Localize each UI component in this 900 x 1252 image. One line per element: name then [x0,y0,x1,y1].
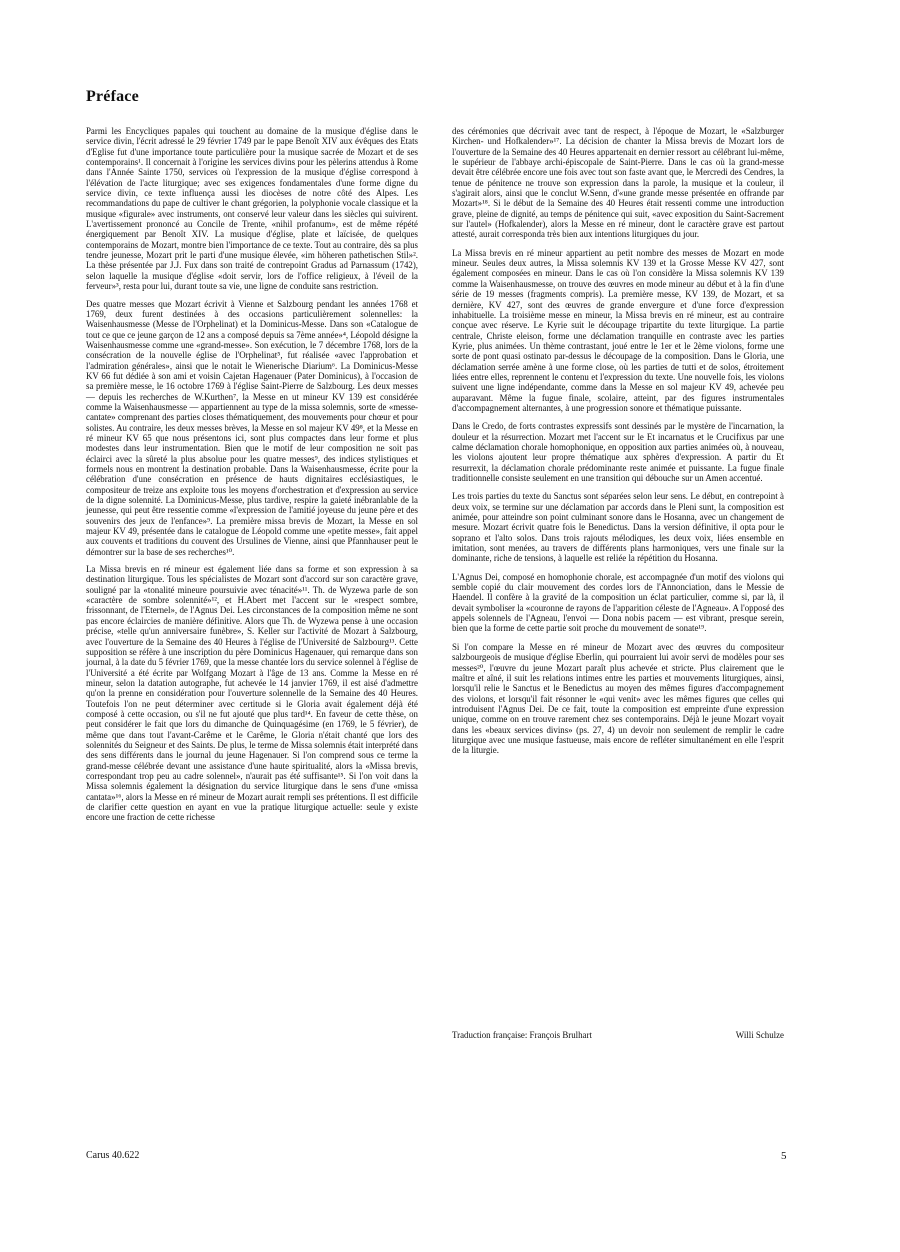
paragraph: L'Agnus Dei, composé en homophonie chorale, est accompagnée d'un motif des violons qui semble copié du clair mouvement des cordes lors de l'Annonciation, dans le Messie de Haendel. Il confère à la gravité de la composition un éclat particulier, comme si, par là, il devait symboliser la «couronne de rayons de l'apparition céleste de l'Agneau». A l'opposé des appels solennels de l'Agneau, l'envoi — Dona nobis pacem — est vibrant, presque serein, bien que la forme de cette partie soit proche du mouvement de sonate¹⁹. [452,571,784,634]
paragraph: Les trois parties du texte du Sanctus sont séparées selon leur sens. Le début, en contrepoint à deux voix, se termine sur une déclamation par accords dans le Pleni sunt, la composition est animée, pour atteindre son point culminant sonore dans le Hosanna, avec un changement de mesure. Mozart écrivit quatre fois le Benedictus. Dans la version définitive, il opta pour le soprano et l'alto solos. Dans trois rajouts mélodiques, les deux voix, liées ensemble en imitation, sont menées, au travers de différents plans harmoniques, vers une finale sur la dominante, riche de tensions, à laquelle est reliée la répétition du Hosanna. [452,491,784,564]
author-name: Willi Schulze [735,1030,784,1040]
page-number: 5 [781,1150,787,1162]
paragraph: La Missa brevis en ré mineur appartient au petit nombre des messes de Mozart en mode mineur. Seules deux autres, la Missa solemnis KV 139 et la Grosse Messe KV 427, sont également composées en mineur. Dans le cas où l'on considère la Missa solemnis KV 139 comme la Waisenhausmesse, on trouve des œuvres en mode mineur au début et à la fin d'une série de 19 messes (fragments compris). La première messe, KV 139, de Mozart, et sa dernière, KV 427, sont des œuvres de grande envergure et d'une force d'expression inhabituelle. La troisième messe en mineur, la Missa brevis en ré mineur, est au contraire conçue avec réserve. Le Kyrie suit le découpage tripartite du texte liturgique. La partie centrale, Christe eleison, forme une déclamation tranquille en contraste avec les parties Kyrie, plus animées. Un thème contrastant, joué entre le 1er et le 2ème violons, forme une sorte de pont quasi ostinato par-dessus le découpage de la composition. Dans le Gloria, une déclamation serrée amène à une forme close, où les parties de tutti et de solos, étroitement liées entre elles, reprennent le contenu et l'expression du texte. Une nouvelle fois, les violons suivent une ligne indépendante, comme dans la Messe en sol majeur KV 49, achevée peu auparavant. Même la fugue finale, scolaire, atteint, par des figures instrumentales d'accompagnement alternantes, à une progression sonore et thématique puissante. [452,247,784,413]
page-title: Préface [86,88,139,105]
paragraph: Dans le Credo, de forts contrastes expressifs sont dessinés par le mystère de l'incarnation, la douleur et la résurrection. Mozart met l'accent sur le Et incarnatus et le Crucifixus par une calme déclamation chorale homophonique, en opposition aux parties animées où, à nouveau, les violons ajoutent leur propre thématique aux sphères d'expression. A partir du Et resurrexit, la déclamation chorale prédominante reste animée et puissante. La fugue finale traditionnelle consiste seulement en une transition qui débouche sur un Amen accentué. [452,421,784,483]
translator-credit: Traduction française: François Brulhart [452,1030,592,1040]
paragraph: La Missa brevis en ré mineur est également liée dans sa forme et son expression à sa destination liturgique. Tous les spécialistes de Mozart sont d'accord sur son caractère grave, souligné par la «tonalité mineure poursuivie avec ténacité»¹¹. Th. de Wyzewa parle de son «caractère de sombre solennité»¹², et H.Abert met l'accent sur le «respect sombre, frissonnant, de l'Eternel», de l'Agnus Dei. Les circonstances de la composition même ne sont pas encore éclaircies de manière définitive. Alors que Th. de Wyzewa pense à une occasion précise, «telle qu'un anniversaire funèbre», S. Keller sur l'activité de Mozart à Salzbourg, avec l'ouverture de la Semaine des 40 Heures à l'église de l'Université de Salzbourg¹³. Cette supposition se réfère à une inscription du père Dominicus Hagenauer, qui remarque dans son journal, à la date du 5 février 1769, que la messe chantée lors du service solennel à l'église de l'Université a été écrite par Wolfgang Mozart à l'âge de 13 ans. Comme la Messe en ré mineur, selon la datation autographe, fut achevée le 14 janvier 1769, il est aisé d'admettre qu'on la prenne en considération pour l'ouverture solennelle de la Semaine des 40 Heures. Toutefois l'on ne peut déterminer avec certitude si le Gloria avait également déjà été composé à cette occasion, ou s'il ne fut ajouté que plus tard¹⁴. En faveur de cette thèse, on peut considérer le fait que lors du dimanche de Quinquagésime (en 1769, le 5 février), de même que dans tout l'avant-Carême et le Carême, le Gloria n'était chanté que lors des solennités du Seigneur et des Saints. De plus, le terme de Missa solemnis était interprété dans des sens différents dans le journal du jeune Hagenauer. Si l'on comprend sous ce terme la grand-messe célébrée devant une assistance d'une haute spiritualité, alors la «Missa brevis, correspondant trop peu au cadre solennel», n'aurait pas été suffisante¹⁵. Si l'on voit dans la Missa solemnis également la désignation du service liturgique dans le sens d'une «missa cantata»¹⁶, alors la Messe en ré mineur de Mozart aurait rempli ses prétentions. Il est difficile de clarifier cette question en ayant en vue la pratique liturgique actuelle: seule y existe encore une fraction de cette richesse [86,564,419,823]
paragraph: des cérémonies que décrivait avec tant de respect, à l'époque de Mozart, le «Salzburger Kirchen- und Hofkalender»¹⁷. La décision de chanter la Missa brevis de Mozart lors de l'ouverture de la Semaine des 40 Heures appartenait en dernier ressort au célébrant lui-même, le supérieur de l'abbaye archi-épiscopale de Saint-Pierre. Dans le cas où la grand-messe devait être célébrée encore une fois avec tout son faste avant que, le Mercredi des Cendres, la tenue de pénitence ne trouve son expression dans la parole, la musique et la couleur, il s'agirait alors, ainsi que le conclut W.Senn, d'«une grande messe présentée en offrande par Mozart»¹⁸. Si le début de la Semaine des 40 Heures était ressenti comme une introduction grave, pleine de dignité, au temps de pénitence qui suit, «avec exposition du Saint-Sacrement sur l'autel» (Hofkalender), alors la Messe en ré mineur, dont le caractère grave est partout attesté, aurait corresponda très bien aux intentions liturgiques du jour. [452,126,784,240]
paragraph: Parmi les Encycliques papales qui touchent au domaine de la musique d'église dans le service divin, l'écrit adressé le 29 février 1749 par le pape Benoît XIV aux évêques des Etats d'Eglise fut d'une importance toute particulière pour la musique sacrée de Mozart et de ses contemporains¹. Il concernait à l'origine les services divins pour les pèlerins attendus à Rome dans l'Année Sainte 1750, services où l'expression de la musique d'église correspond à l'élévation de l'acte liturgique; avec ses exigences fondamentales d'une forme digne du service divin, ce texte influença aussi les diocèses de notre côté des Alpes. Les recommandations du pape de cultiver le chant grégorien, la polyphonie vocale classique et la musique «figurale» avec instruments, ont conservé leur valeur dans les siècles qui suivirent. L'avertissement prononcé au Concile de Trente, «nihil profanum», est de même répété énergiquement par Benoît XIV. La musique d'église, plate et laïcisée, de quelques contemporains de Mozart, montre bien l'importance de ce texte. Tout au contraire, dès sa plus tendre jeunesse, Mozart prit le parti d'une musique élevée, «im höheren pathetischen Stil»². La thèse présentée par J.J. Fux dans son traité de contrepoint Gradus ad Parnassum (1742), selon laquelle la musique d'église «doit servir, lors de l'office religieux, à l'éveil de la ferveur»³, resta pour lui, durant toute sa vie, une ligne de conduite sans restriction. [86,126,418,292]
paragraph: Si l'on compare la Messe en ré mineur de Mozart avec des œuvres du compositeur salzbourgeois de musique d'église Eberlin, qui pourraient lui avoir servi de modèles pour ses messes²⁰, l'œuvre du jeune Mozart paraît plus achevée et stricte. Plus clairement que le maître et aîné, il suit les relations intimes entre les parties et mouvements liturgiques, ainsi, lorsqu'il relie le Sanctus et le Benedictus au moyen des mêmes figures d'accompagnement des violons, et lorsqu'il fait résonner le «qui venit» avec les mêmes figures que celles qui introduisent l'Agnus Dei. De ce fait, toute la composition est empreinte d'une expression unique, comme on en trouve rarement chez ses contemporains. Déjà le jeune Mozart voyait dans les «beaux services divins» (ps. 27, 4) un devoir non seulement de remplir le cadre liturgique avec une musique fastueuse, mais encore de refléter simultanément en elle l'esprit de la liturgie. [452,641,784,756]
right-column [452,126,784,764]
paragraph: Des quatre messes que Mozart écrivit à Vienne et Salzbourg pendant les années 1768 et 1769, deux furent destinées à des occasions particulièrement solennelles: la Waisenhausmesse (Messe de l'Orphelinat) et la Dominicus-Messe. Dans son «Catalogue de tout ce que ce jeune garçon de 12 ans a composé depuis sa 7ème année»⁴, Léopold désigne la Waisenhausmesse comme une «grand-messe». Son exécution, le 7 décembre 1768, lors de la consécration de la nouvelle église de l'Orphelinat⁵, fut réalisée «avec l'approbation et l'admiration générales», ainsi que le notait le Wienerische Diarium⁶. La Dominicus-Messe KV 66 fut dédiée à son ami et voisin Cajetan Hagenauer (Pater Dominicus), à l'occasion de sa première messe, le 16 octobre 1769 à l'église Saint-Pierre de Salzbourg. Les deux messes — depuis les recherches de W.Kurthen⁷, la Messe en ut mineur KV 139 est considérée comme la Waisenhausmesse — appartiennent au type de la missa solemnis, sorte de «messe-cantate» comprenant des parties closes thématiquement, des mouvements pour chœur et pour solistes. Au contraire, les deux messes brèves, la Messe en sol majeur KV 49⁸, et la Messe en ré mineur KV 65 que nous présentons ici, sont plus compactes dans leur forme et plus modestes dans leur instrumentation. Bien que le motif de leur composition ne soit pas éclairci avec la sûreté la plus absolue pour les quatre messes⁹, des indices stylistiques et formels nous en montrent la destination probable. Dans la Waisenhausmesse, écrite pour la célébration d'une consécration en présence de hauts dignitaires ecclésiastiques, le compositeur de treize ans exploite tous les moyens d'orchestration et d'expression au service de la digne solennité. La Dominicus-Messe, plus tardive, respire la gaieté inébranlable de la jeunesse, qui peut être ressentie comme «l'expression de l'amitié joyeuse du jeune père et des souvenirs des jeux de l'enfance»⁹. La première missa brevis de Mozart, la Messe en sol majeur KV 49, présentée dans le catalogue de Léopold comme une «petite messe», fait appel aux couvents et traditions du couvent des Ursulines de Vienne, ainsi que Pfannhauser peut le démontrer sur la base de ses recherches¹⁰. [86,298,418,557]
translation-credit-line [452,1030,784,1040]
left-column [86,126,418,830]
catalog-number: Carus 40.622 [86,1150,140,1161]
